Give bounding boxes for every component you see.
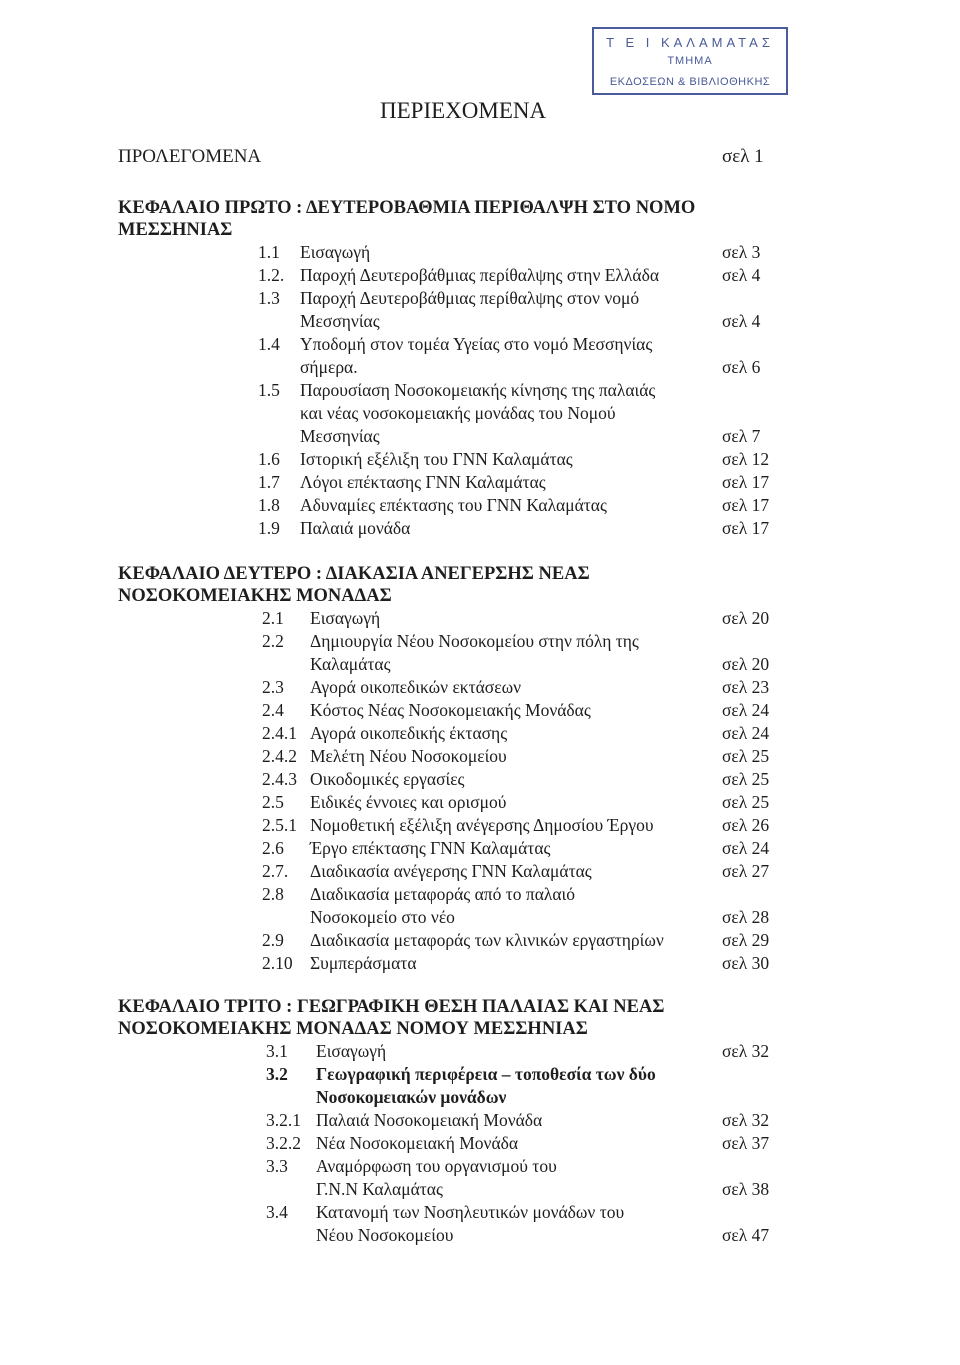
entry-title: Εισαγωγή: [316, 1041, 387, 1061]
entry-number: 2.4.3: [262, 769, 297, 789]
entry-title: Αγορά οικοπεδικής έκτασης: [310, 723, 508, 743]
entry-page: σελ 30: [722, 953, 770, 973]
entry-number: 3.2.1: [266, 1110, 301, 1130]
entry-number: 3.4: [266, 1202, 288, 1222]
entry-title: Κατανομή των Νοσηλευτικών μονάδων του: [316, 1202, 625, 1222]
entry-number: 3.2.2: [266, 1133, 301, 1153]
entry-number: 2.1: [262, 608, 284, 628]
entry-page: σελ 17: [722, 495, 770, 515]
entry-page: σελ 25: [722, 792, 770, 812]
entry-number: 2.4: [262, 700, 284, 720]
entry-title: Παλαιά μονάδα: [300, 518, 411, 538]
entry-number: 2.10: [262, 953, 293, 973]
entry-number: 1.8: [258, 495, 280, 515]
entry-title: Εισαγωγή: [310, 608, 381, 628]
page-title: ΠΕΡΙΕΧΟΜΕΝΑ: [380, 98, 547, 123]
entry-number: 2.2: [262, 631, 284, 651]
entry-title: Έργο επέκτασης ΓΝΝ Καλαμάτας: [310, 838, 551, 858]
entry-title: σήμερα.: [300, 357, 358, 377]
entry-page: σελ 6: [722, 357, 761, 377]
entry-number: 2.6: [262, 838, 284, 858]
entry-page: σελ 24: [722, 838, 770, 858]
entry-title: Υποδομή στον τομέα Υγείας στο νομό Μεσσηνίας: [300, 334, 653, 354]
entry-page: σελ 37: [722, 1133, 770, 1153]
stamp-line-1: Τ Ε Ι ΚΑΛΑΜΑΤΑΣ: [606, 35, 774, 50]
entry-number: 1.5: [258, 380, 280, 400]
entry-page: σελ 17: [722, 472, 770, 492]
chapter-heading: ΜΕΣΣΗΝΙΑΣ: [118, 220, 233, 240]
entry-number: 1.7: [258, 472, 280, 492]
entry-title: Ειδικές έννοιες και ορισμού: [310, 792, 507, 812]
entry-number: 1.3: [258, 288, 280, 308]
entry-number: 2.9: [262, 930, 284, 950]
entry-number: 2.7.: [262, 861, 289, 881]
entry-page: σελ 24: [722, 700, 770, 720]
entry-title: Γ.Ν.Ν Καλαμάτας: [316, 1179, 443, 1199]
entry-title: Μεσσηνίας: [300, 426, 380, 446]
chapter-heading: ΚΕΦΑΛΑΙΟ ΤΡΙΤΟ : ΓΕΩΓΡΑΦΙΚΗ ΘΕΣΗ ΠΑΛΑΙΑΣ ΚΑΙ ΝΕΑΣ: [118, 997, 665, 1017]
entry-number: 2.5: [262, 792, 284, 812]
entry-title: Διαδικασία μεταφοράς από το παλαιό: [310, 884, 575, 904]
chapter-heading: ΚΕΦΑΛΑΙΟ ΠΡΩΤΟ : ΔΕΥΤΕΡΟΒΑΘΜΙΑ ΠΕΡΙΘΑΛΨΗ ΣΤΟ ΝΟΜΟ: [118, 198, 696, 218]
entry-title: και νέας νοσοκομειακής μονάδας του Νομού: [300, 403, 616, 423]
entry-number: 3.2: [266, 1064, 288, 1084]
entry-page: σελ 25: [722, 746, 770, 766]
entry-page: σελ 20: [722, 654, 770, 674]
entry-page: σελ 29: [722, 930, 770, 950]
entry-page: σελ 25: [722, 769, 770, 789]
entry-number: 2.3: [262, 677, 284, 697]
entry-number: 2.5.1: [262, 815, 297, 835]
entry-page: σελ 32: [722, 1110, 770, 1130]
entry-title: Παρουσίαση Νοσοκομειακής κίνησης της παλαιάς: [300, 380, 656, 400]
entry-title: Νομοθετική εξέλιξη ανέγερσης Δημοσίου Έργου: [310, 815, 654, 835]
library-stamp: [592, 27, 788, 95]
entry-title: Οικοδομικές εργασίες: [310, 769, 465, 789]
entry-number: 2.8: [262, 884, 284, 904]
entry-page: σελ 24: [722, 723, 770, 743]
entry-title: Εισαγωγή: [300, 242, 371, 262]
entry-title: Παλαιά Νοσοκομειακή Μονάδα: [316, 1110, 543, 1130]
entry-title: Ιστορική εξέλιξη του ΓΝΝ Καλαμάτας: [300, 449, 573, 469]
entry-title: Λόγοι επέκτασης ΓΝΝ Καλαμάτας: [300, 472, 546, 492]
entry-title: Νοσοκομείο στο νέο: [310, 907, 455, 927]
entry-number: 1.4: [258, 334, 280, 354]
entry-title: Μεσσηνίας: [300, 311, 380, 331]
entry-page: σελ 47: [722, 1225, 770, 1245]
entry-page: σελ 27: [722, 861, 770, 881]
entry-number: 2.4.2: [262, 746, 297, 766]
entry-number: 3.1: [266, 1041, 288, 1061]
entry-page: σελ 12: [722, 449, 770, 469]
entry-title: Καλαμάτας: [310, 654, 391, 674]
entry-page: σελ 23: [722, 677, 770, 697]
entry-number: 2.4.1: [262, 723, 297, 743]
entry-page: σελ 7: [722, 426, 761, 446]
entry-page: σελ 26: [722, 815, 770, 835]
entry-title: Μελέτη Νέου Νοσοκομείου: [310, 746, 507, 766]
entry-page: σελ 3: [722, 242, 761, 262]
entry-page: σελ 38: [722, 1179, 770, 1199]
prologue-page: σελ 1: [722, 146, 764, 167]
entry-title: Αγορά οικοπεδικών εκτάσεων: [310, 677, 522, 697]
entry-title: Συμπεράσματα: [310, 953, 417, 973]
chapter-heading: ΝΟΣΟΚΟΜΕΙΑΚΗΣ ΜΟΝΑΔΑΣ: [118, 586, 392, 606]
prologue-label: ΠΡΟΛΕΓΟΜΕΝΑ: [118, 146, 262, 167]
entry-number: 1.9: [258, 518, 280, 538]
entry-title: Αναμόρφωση του οργανισμού του: [316, 1156, 557, 1176]
entry-title: Κόστος Νέας Νοσοκομειακής Μονάδας: [310, 700, 591, 720]
entry-page: σελ 28: [722, 907, 770, 927]
entry-title: Δημιουργία Νέου Νοσοκομείου στην πόλη της: [310, 631, 639, 651]
entry-title: Διαδικασία ανέγερσης ΓΝΝ Καλαμάτας: [310, 861, 592, 881]
entry-page: σελ 4: [722, 265, 761, 285]
chapter-heading: ΚΕΦΑΛΑΙΟ ΔΕΥΤΕΡΟ : ΔΙΑΚΑΣΙΑ ΑΝΕΓΕΡΣΗΣ ΝΕΑΣ: [118, 564, 590, 584]
entry-title: Παροχή Δευτεροβάθμιας περίθαλψης στην Ελλάδα: [300, 265, 659, 285]
entry-title: Παροχή Δευτεροβάθμιας περίθαλψης στον νομό: [300, 288, 640, 308]
stamp-line-3: ΕΚΔΟΣΕΩΝ & ΒΙΒΛΙΟΘΗΚΗΣ: [609, 76, 771, 88]
entry-title: Νέα Νοσοκομειακή Μονάδα: [316, 1133, 519, 1153]
entry-title: Νέου Νοσοκομείου: [316, 1225, 454, 1245]
chapter-heading: ΝΟΣΟΚΟΜΕΙΑΚΗΣ ΜΟΝΑΔΑΣ ΝΟΜΟΥ ΜΕΣΣΗΝΙΑΣ: [118, 1019, 588, 1039]
stamp-line-2: ΤΜΗΜΑ: [667, 55, 713, 67]
entry-number: 1.2.: [258, 265, 285, 285]
entry-number: 3.3: [266, 1156, 288, 1176]
entry-page: σελ 17: [722, 518, 770, 538]
entry-title: Διαδικασία μεταφοράς των κλινικών εργαστηρίων: [310, 930, 664, 950]
entry-number: 1.1: [258, 242, 280, 262]
entry-title: Αδυναμίες επέκτασης του ΓΝΝ Καλαμάτας: [300, 495, 607, 515]
entry-title: Νοσοκομειακών μονάδων: [316, 1087, 507, 1107]
entry-page: σελ 4: [722, 311, 761, 331]
entry-title: Γεωγραφική περιφέρεια – τοποθεσία των δύο: [316, 1064, 656, 1084]
entry-page: σελ 32: [722, 1041, 770, 1061]
entry-number: 1.6: [258, 449, 280, 469]
entry-page: σελ 20: [722, 608, 770, 628]
